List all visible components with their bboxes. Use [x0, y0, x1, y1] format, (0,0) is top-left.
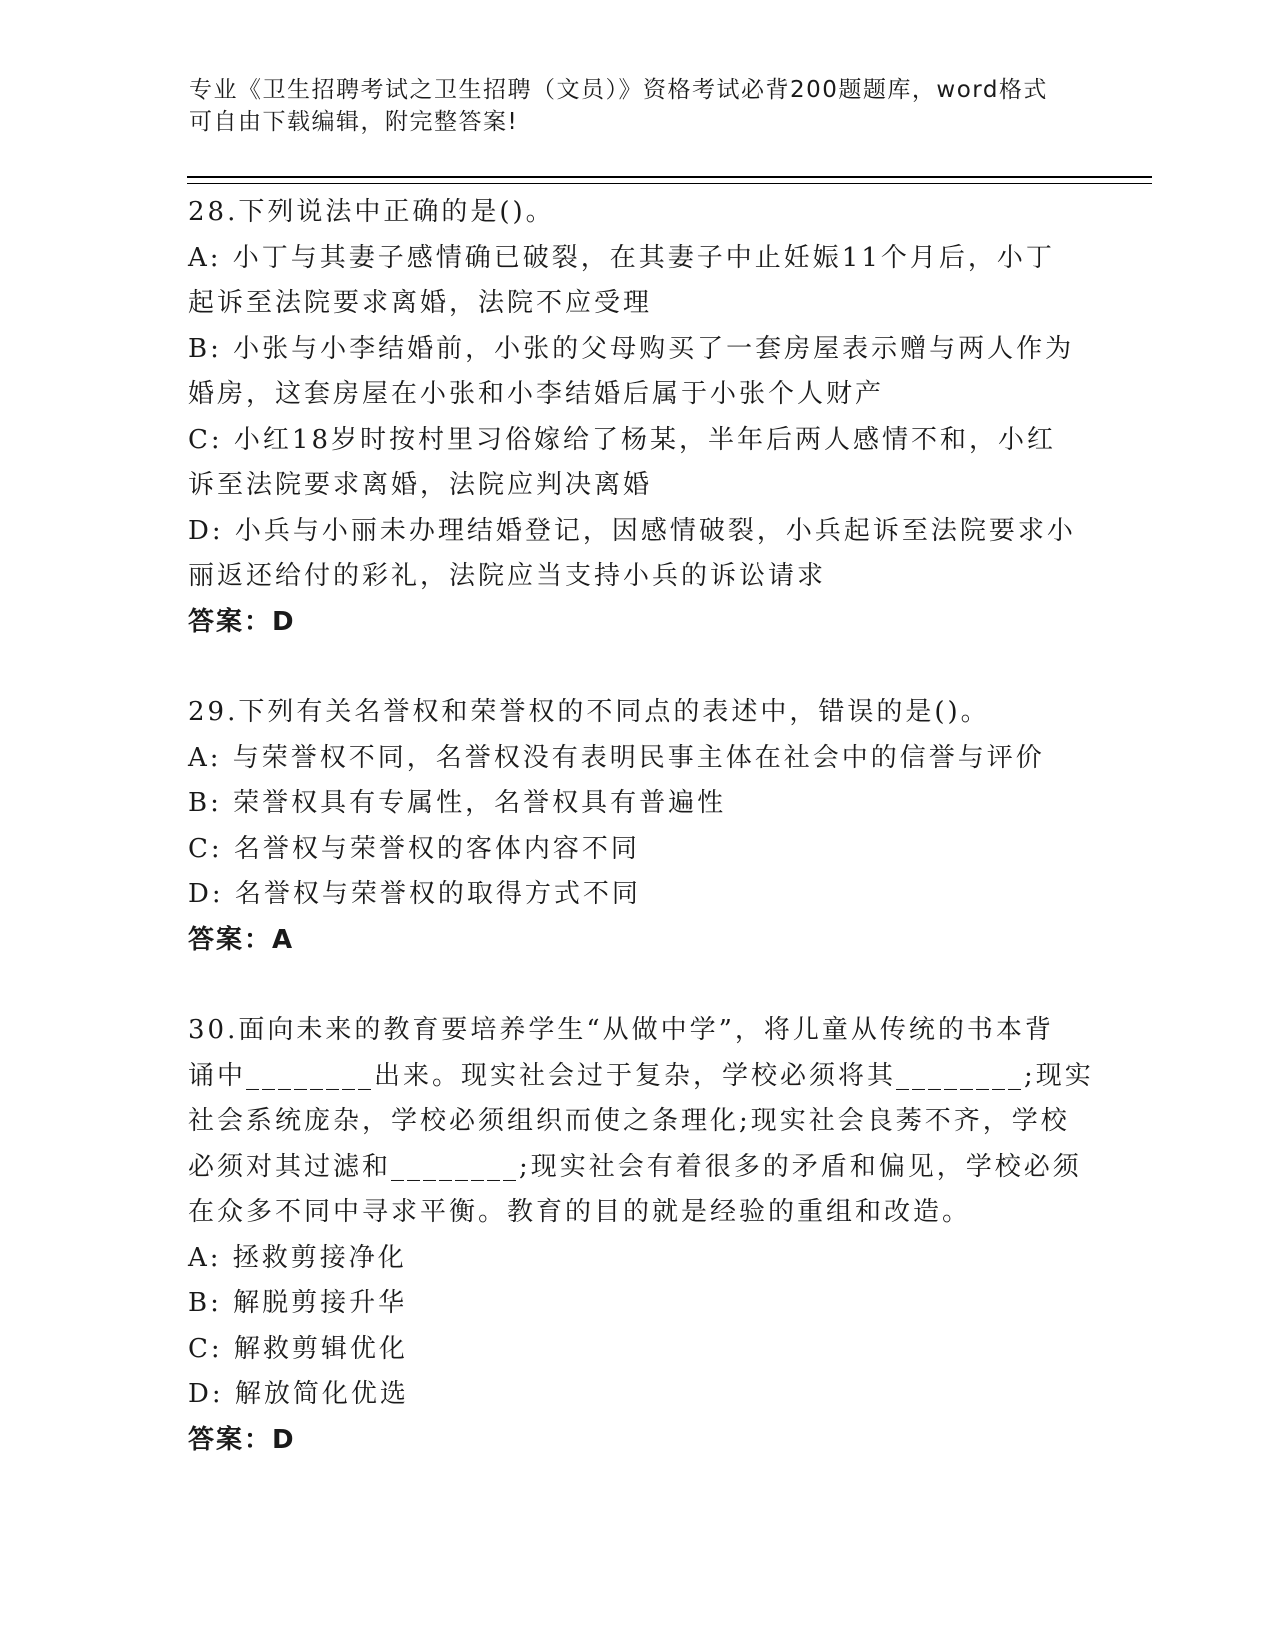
option-c: C: 解救剪辑优化	[188, 1333, 408, 1364]
answer-label: 答案：A	[188, 924, 295, 955]
option-b-cont: 婚房，这套房屋在小张和小李结婚后属于小张个人财产	[188, 379, 885, 409]
option-b: B: 荣誉权具有专属性，名誉权具有普遍性	[188, 788, 727, 818]
option-d-cont: 丽返还给付的彩礼，法院应当支持小兵的诉讼请求	[188, 561, 827, 591]
question-spacer	[188, 645, 1148, 690]
question-29	[188, 690, 1148, 963]
option-a: A: 与荣誉权不同，名誉权没有表明民事主体在社会中的信誉与评价	[188, 742, 1045, 773]
option-c: C: 小红18岁时按村里习俗嫁给了杨某，半年后两人感情不和，小红	[188, 424, 1057, 455]
option-a: A: 小丁与其妻子感情确已破裂，在其妻子中止妊娠11个月后，小丁	[188, 242, 1055, 273]
header-line-2: 可自由下载编辑，附完整答案!	[189, 109, 519, 135]
header-rule-thin	[187, 183, 1152, 184]
answer-label: 答案：D	[188, 1424, 296, 1455]
option-b: B: 解脱剪接升华	[188, 1288, 408, 1318]
question-stem-cont: 在众多不同中寻求平衡。教育的目的就是经验的重组和改造。	[188, 1197, 972, 1227]
option-b: B: 小张与小李结婚前，小张的父母购买了一套房屋表示赠与两人作为	[188, 333, 1075, 364]
question-stem: 29.下列有关名誉权和荣誉权的不同点的表述中，错误的是()。	[188, 697, 990, 727]
option-d: D: 小兵与小丽未办理结婚登记，因感情破裂，小兵起诉至法院要求小	[188, 515, 1076, 546]
question-list	[188, 190, 1148, 1463]
option-d: D: 解放简化优选	[188, 1379, 409, 1409]
question-stem-cont: 必须对其过滤和________;现实社会有着很多的矛盾和偏见，学校必须	[188, 1151, 1082, 1182]
answer-label: 答案：D	[188, 606, 296, 637]
question-stem-cont: 社会系统庞杂，学校必须组织而使之条理化;现实社会良莠不齐，学校	[188, 1106, 1070, 1136]
document-header	[189, 74, 1089, 138]
option-a-cont: 起诉至法院要求离婚，法院不应受理	[188, 288, 653, 318]
question-28	[188, 190, 1148, 645]
question-stem: 28.下列说法中正确的是()。	[188, 197, 555, 227]
question-stem: 30.面向未来的教育要培养学生“从做中学”，将儿童从传统的书本背	[188, 1015, 1054, 1045]
question-stem-cont: 诵中________出来。现实社会过于复杂，学校必须将其________;现实	[188, 1060, 1094, 1091]
option-d: D: 名誉权与荣誉权的取得方式不同	[188, 879, 641, 909]
option-c-cont: 诉至法院要求离婚，法院应判决离婚	[188, 470, 653, 500]
question-30	[188, 1008, 1148, 1463]
header-rule-thick	[187, 176, 1152, 178]
question-spacer	[188, 963, 1148, 1008]
option-a: A: 拯救剪接净化	[188, 1242, 407, 1273]
header-line-1: 专业《卫生招聘考试之卫生招聘（文员）》资格考试必背200题题库，word格式	[189, 77, 1048, 103]
option-c: C: 名誉权与荣誉权的客体内容不同	[188, 833, 640, 864]
